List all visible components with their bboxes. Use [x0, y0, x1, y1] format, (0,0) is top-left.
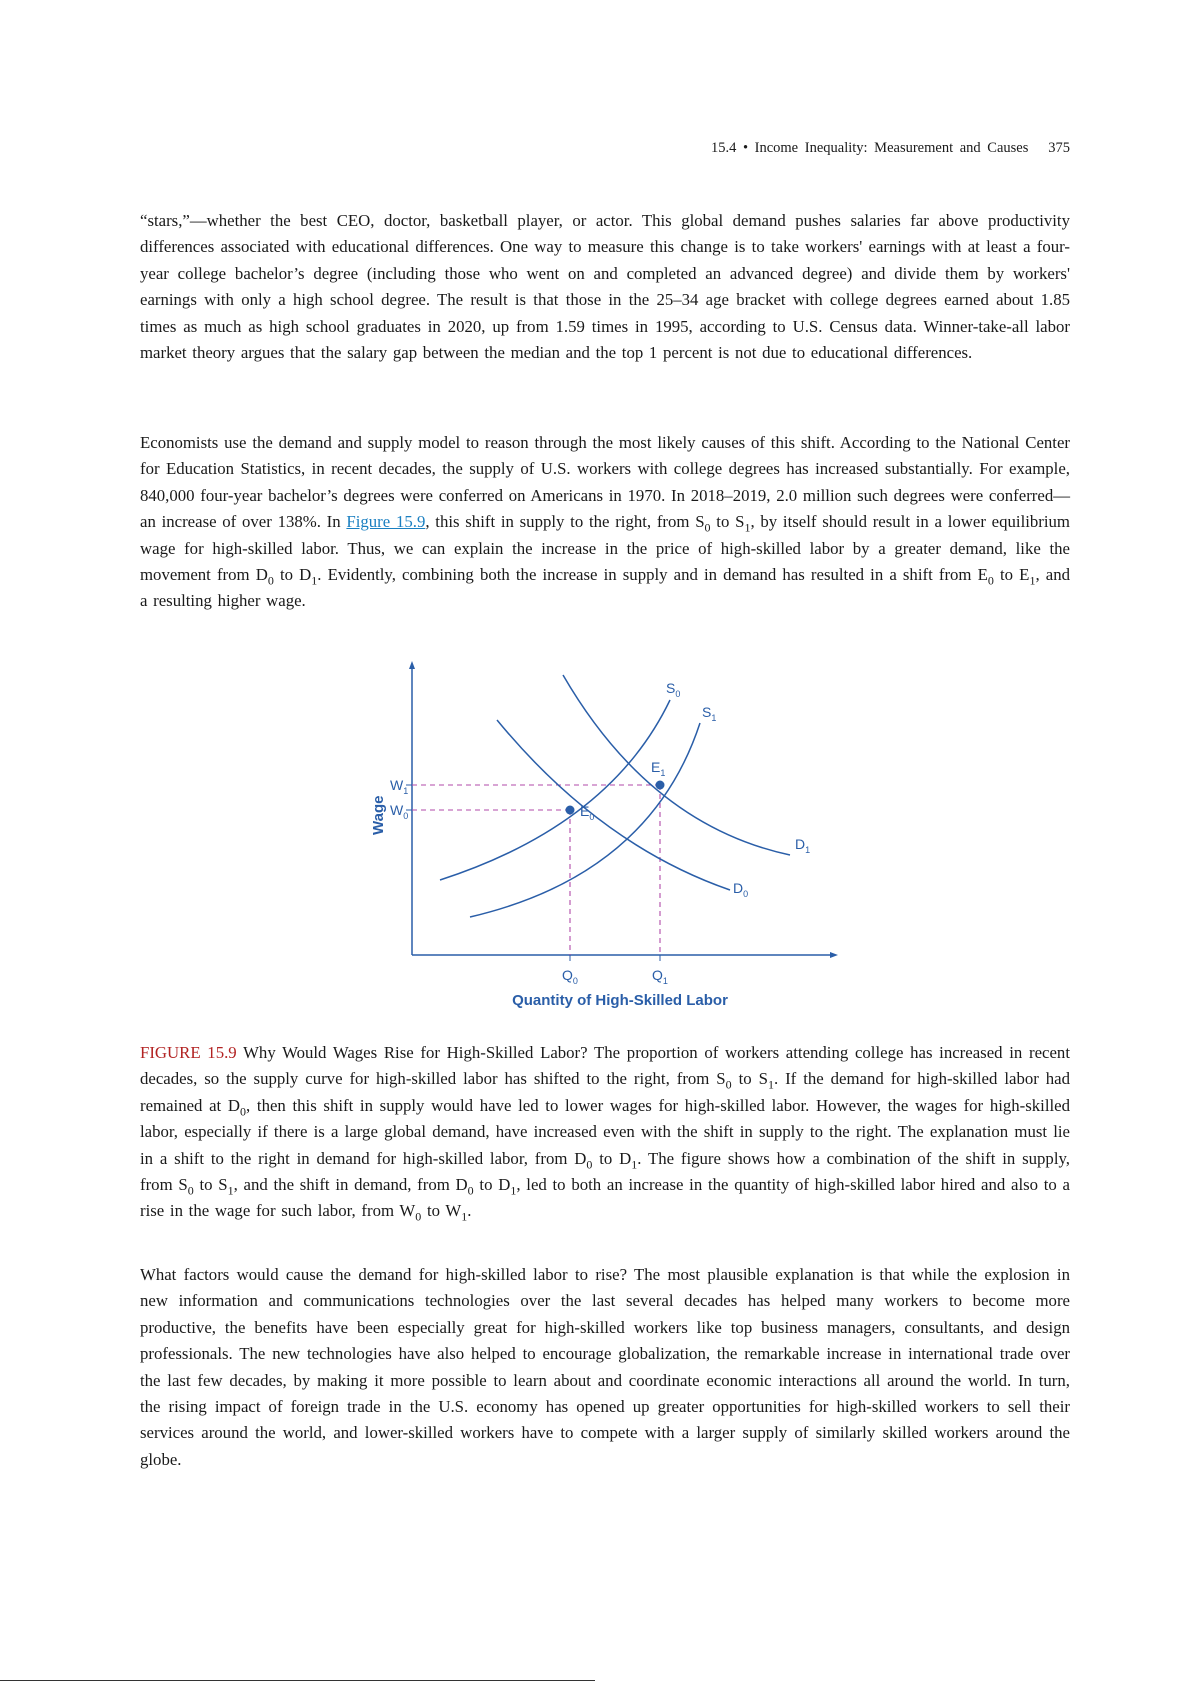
label-d0: $D_0$	[733, 880, 749, 899]
caption-title: Why Would Wages Rise for High-Skilled Labor?	[243, 1043, 588, 1062]
label-e0: $E_0$	[580, 803, 595, 822]
label-q1: $Q_1$	[652, 967, 668, 986]
d1-curve	[563, 675, 790, 855]
sym-s0: $S_0$	[695, 512, 711, 535]
label-s1: $S_1$	[702, 704, 717, 723]
label-w1: $W_1$	[390, 777, 409, 796]
sym-d0: $D_0$	[255, 565, 274, 588]
label-e1: $E_1$	[651, 759, 666, 778]
page-number: 375	[1048, 140, 1070, 156]
x-axis-arrow	[830, 952, 838, 958]
supply-demand-graph	[340, 655, 860, 1030]
p2-text-c: to	[710, 512, 736, 532]
running-head	[700, 140, 1070, 157]
p2-text-b: , this shift in supply to the right, from	[425, 512, 696, 532]
figure-caption: FIGURE 15.9 Why Would Wages Rise for High-Skilled Labor? The proportion of workers attending college has increased in recent decades, so the supply curve for high-skilled labor has shifted to the right, from $S_0$ to $S_1$. If the demand for high-skilled labor had remained at $D_0$, then this shift in supply would have led to lower wages for high-skilled labor. However, the wages for high-skilled labor, especially if there is a large global demand, have increased even with the shift in supply to the right. The explanation must lie in a shift to the right in demand for high-skilled labor, from $D_0$ to $D_1$. The figure shows how a combination of the shift in supply, from $S_0$ to $S_1$, and the shift in demand, from $D_0$ to $D_1$, led to both an increase in the quantity of high-skilled labor hired and also to a rise in the wage for such labor, from $W_0$ to $W_1$.	[140, 1043, 1071, 1224]
s1-curve	[470, 723, 700, 917]
p2-text-h: , and a resulting higher wage.	[140, 565, 1070, 611]
running-head-title: 15.4 • Income Inequality: Measurement and Causes	[710, 140, 1029, 156]
paragraph-3: What factors would cause the demand for high-skilled labor to rise? The most plausible explanation is that while the explosion in new information and communications technologies over the last several decades has helped many workers to become more productive, the benefits have been especially great for high-skilled workers like top business managers, consultants, and design professionals. The new technologies have also helped to encourage globalization, the remarkable increase in international trade over the last few decades, by making it more possible to learn about and coordinate economic interactions all around the world. In turn, the rising impact of foreign trade in the U.S. economy has opened up greater opportunities for high-skilled workers to sell their services around the world, and lower-skilled workers have to compete with a larger supply of similarly skilled workers around the globe.	[140, 1265, 1070, 1469]
p2-text-d: , by itself should result in a lower equilibrium wage for high-skilled labor. Thus, we can explain the increase in the price of high-skilled labor by a greater demand, like the movement from	[140, 512, 1070, 585]
e1-point	[656, 781, 665, 790]
sym-s1: $S_1$	[735, 512, 751, 535]
paragraph-2	[140, 430, 1070, 615]
d0-curve	[497, 720, 730, 890]
s0-curve	[440, 700, 670, 880]
sym-d1: $D_1$	[299, 565, 318, 588]
figure-15-9-link[interactable]: Figure 15.9	[346, 512, 426, 532]
y-axis-title: Wage	[370, 795, 387, 835]
sym-e1: $E_1$	[1019, 565, 1036, 588]
p2-text-g: to	[993, 565, 1020, 585]
p2-text-e: to	[273, 565, 300, 585]
figure-15-9	[340, 655, 860, 1030]
p2-text-f: . Evidently, combining both the increase in supply and in demand has resulted in a shift from	[317, 565, 978, 585]
x-axis-title: Quantity of High-Skilled Labor	[512, 992, 728, 1009]
label-w0: $W_0$	[390, 802, 409, 821]
label-q0: $Q_0$	[562, 967, 578, 986]
y-axis-arrow	[409, 661, 415, 669]
label-s0: $S_0$	[666, 680, 681, 699]
paragraph-1: “stars,”—whether the best CEO, doctor, basketball player, or actor. This global demand pushes salaries far above productivity differences associated with educational differences. One way to measure this change is to take workers' earnings with at least a four-year college bachelor’s degree (including those who went on and completed an advanced degree) and divide them by workers' earnings with only a high school degree. The result is that those in the 25–34 age bracket with college degrees earned about 1.85 times as much as high school graduates in 2020, up from 1.59 times in 1995, according to U.S. Census data. Winner-take-all labor market theory argues that the salary gap between the median and the top 1 percent is not due to educational differences.	[140, 211, 1070, 363]
caption-label: FIGURE 15.9	[140, 1043, 237, 1062]
bottom-rule	[0, 1680, 595, 1681]
sym-e0: $E_0$	[977, 565, 994, 588]
e0-point	[566, 806, 575, 815]
p2-text-a: Economists use the demand and supply model to reason through the most likely causes of this shift. According to the National Center for Education Statistics, in recent decades, the supply of U.S. workers with college degrees has increased substantially. For example, 840,000 four-year bachelor’s degrees were conferred on Americans in 1970. In 2018–2019, 2.0 million such degrees were conferred—an increase of over 138%. In	[140, 433, 1070, 532]
label-d1: $D_1$	[795, 836, 811, 855]
